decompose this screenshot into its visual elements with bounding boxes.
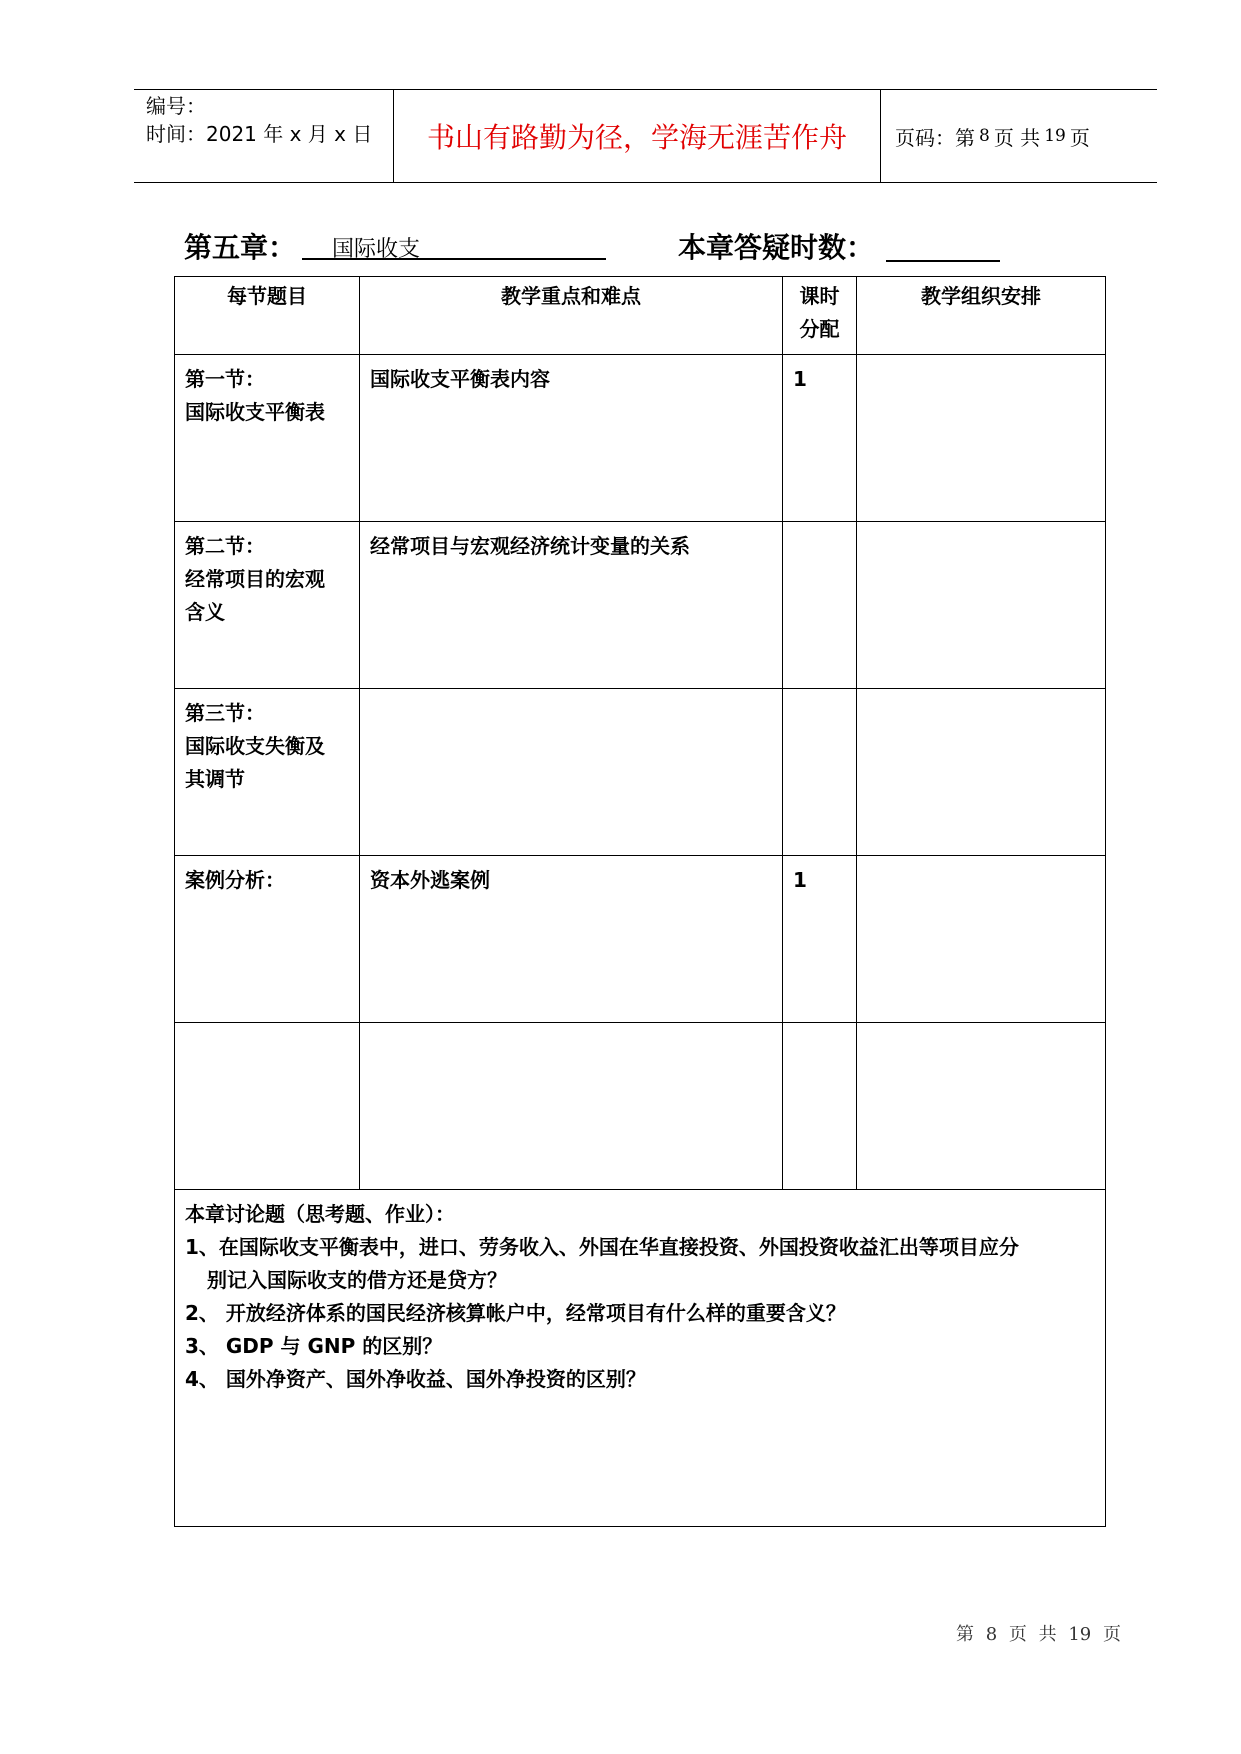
section-title-line1: 第一节： [185, 367, 265, 391]
section-title-cell [175, 522, 360, 689]
hours-cell: 1 [783, 355, 857, 522]
discussion-cell [175, 1190, 1106, 1527]
section-title-cell [175, 856, 360, 1023]
date-line: 时间：2021 年 x 月 x 日 [146, 122, 373, 146]
page-total: 19 [1044, 126, 1066, 146]
table-row [175, 522, 1106, 689]
hours-cell [783, 1023, 857, 1190]
focus-cell [360, 1023, 783, 1190]
page-footer: 第 8 页 共 19 页 [956, 1624, 1121, 1645]
header-hours [783, 277, 857, 355]
discussion-item-2: 2、 开放经济体系的国民经济核算帐户中，经常项目有什么样的重要含义？ [185, 1301, 846, 1325]
focus-cell: 国际收支平衡表内容 [360, 355, 783, 522]
arrangement-cell [857, 522, 1106, 689]
header-hours-line2: 分配 [799, 317, 840, 341]
page-header [134, 89, 1157, 183]
section-title-cell [175, 689, 360, 856]
table-header-row [175, 277, 1106, 355]
header-slogan-cell [394, 90, 881, 182]
section-title-line1: 案例分析： [185, 868, 285, 892]
chapter-name: 国际收支 [302, 232, 606, 260]
section-title-line2: 国际收支失衡及 [185, 734, 325, 758]
table-row [175, 689, 1106, 856]
section-title-line3: 含义 [185, 600, 225, 624]
arrangement-cell [857, 1023, 1106, 1190]
arrangement-cell [857, 856, 1106, 1023]
focus-cell [360, 689, 783, 856]
section-title-line2: 国际收支平衡表 [185, 400, 325, 424]
discussion-item-1: 1、在国际收支平衡表中，进口、劳务收入、外国在华直接投资、外国投资收益汇出等项目应分 [185, 1235, 1019, 1259]
slogan: 书山有路勤为径，学海无涯苦作舟 [426, 121, 847, 154]
header-hours-line1: 课时 [799, 284, 840, 308]
discussion-item-1-continued: 别记入国际收支的借方还是贷方？ [207, 1268, 507, 1292]
discussion-item-3: 3、 GDP 与 GNP 的区别？ [185, 1334, 443, 1358]
arrangement-cell [857, 355, 1106, 522]
header-section-title: 每节题目 [175, 277, 360, 355]
hours-cell: 1 [783, 856, 857, 1023]
page-suffix: 页 [1069, 125, 1090, 150]
focus-cell: 资本外逃案例 [360, 856, 783, 1023]
page-middle: 页 共 [993, 125, 1041, 150]
serial-number-label: 编号： [146, 94, 206, 118]
page-current: 8 [979, 126, 990, 146]
chapter-title-line [184, 226, 1084, 266]
discussion-item-4: 4、 国外净资产、国外净收益、国外净投资的区别？ [185, 1367, 646, 1391]
section-title-cell [175, 1023, 360, 1190]
discussion-row [175, 1190, 1106, 1527]
header-page-number [881, 90, 1157, 182]
table-row [175, 856, 1106, 1023]
arrangement-cell [857, 689, 1106, 856]
discussion-heading: 本章讨论题（思考题、作业）： [185, 1202, 455, 1226]
hours-cell [783, 689, 857, 856]
hours-cell [783, 522, 857, 689]
teaching-plan-table [174, 276, 1106, 1527]
section-title-line2: 经常项目的宏观 [185, 567, 325, 591]
header-arrangement: 教学组织安排 [857, 277, 1106, 355]
chapter-label: 第五章： [184, 231, 297, 264]
qa-hours-label: 本章答疑时数： [678, 231, 875, 264]
section-title-cell [175, 355, 360, 522]
header-focus: 教学重点和难点 [360, 277, 783, 355]
page-prefix: 页码：第 [895, 125, 975, 150]
section-title-line1: 第三节： [185, 701, 265, 725]
table-row [175, 355, 1106, 522]
focus-cell: 经常项目与宏观经济统计变量的关系 [360, 522, 783, 689]
section-title-line3: 其调节 [185, 767, 245, 791]
section-title-line1: 第二节： [185, 534, 265, 558]
table-row [175, 1023, 1106, 1190]
qa-hours-value [886, 232, 1000, 262]
header-meta [134, 90, 394, 182]
